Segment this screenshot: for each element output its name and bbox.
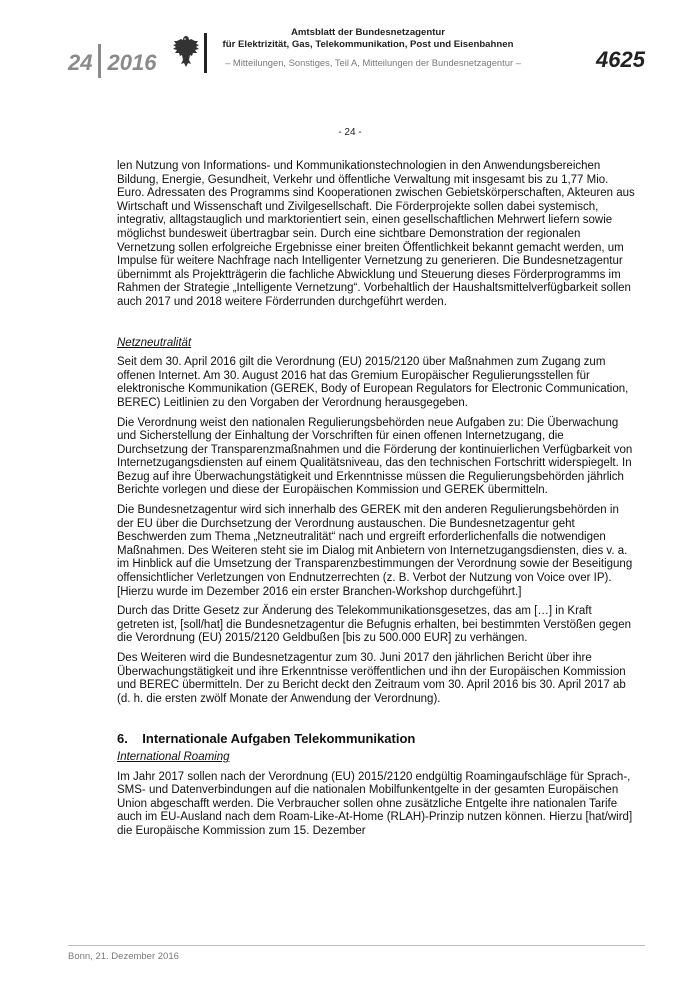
section-6-title: [117, 732, 637, 746]
issue-separator: [98, 44, 101, 78]
federal-eagle-icon: [171, 33, 201, 71]
gazette-title-line2: für Elektrizität, Gas, Telekommunikation, Post und Eisenbahnen: [222, 39, 514, 50]
roaming-paragraph: Im Jahr 2017 sollen nach der Verordnung (EU) 2015/2120 endgültig Roamingaufschläge für Sprach-, SMS- und Datenverbindungen auf die nationalen Mobilfunkentgelte in der gesamten Europäischen Union abgeschafft werden. Die Verbraucher sollen ohne zusätzliche Entgelte ihre nationalen Tarife auch im EU-Ausland nach dem Roam-Like-At-Home (RLAH)-Prinzip nutzen können. Hierzu [hat/wird] die Europäische Kommission zum 15. Dezember: [117, 770, 633, 837]
section-6-number: 6.: [117, 731, 128, 747]
gazette-page-number: 4625: [596, 47, 645, 72]
netz-paragraph-2: Die Verordnung weist den nationalen Regulierungsbehörden neue Aufgaben zu: Die Überwachung und Sicherstellung der Einhaltung der Vorschriften für einen offenen Internetzugang, die Durchsetzung der Transparenzmaßnahmen und die Förderung der kontinuierlichen Verfügbarkeit von Internetzugangsdiensten auf einem Qualitätsniveau, das den technischen Fortschritt widerspiegelt. In Bezug auf ihre Überwachungstätigkeit und Erkenntnisse müssen die Regulierungsbehörden jährlich Berichte vorlegen und diese der Europäischen Kommission und GEREK übermitteln.: [117, 416, 633, 497]
issue-year: 2016: [107, 50, 157, 75]
section-6-title-text: Internationale Aufgaben Telekommunikation: [142, 731, 416, 747]
gazette-subtitle: – Mitteilungen, Sonstiges, Teil A, Mitteilungen der Bundesnetzagentur –: [225, 57, 521, 68]
gazette-title: [218, 27, 518, 51]
netz-paragraph-4: Durch das Dritte Gesetz zur Änderung des Telekommunikationsgesetzes, das am […] in Kraft getreten ist, [soll/hat] die Bundesnetzagentur die Befugnis erhalten, bei bestimmten Verstößen gegen die Verordnung (EU) 2015/2120 Geldbußen [bis zu 500.000 EUR] zu verhängen.: [117, 605, 631, 645]
issue-label: 24: [68, 50, 93, 75]
issue-number: [68, 46, 156, 80]
gazette-title-line1: Amtsblatt der Bundesnetzagentur: [290, 27, 446, 38]
intro-paragraph: len Nutzung von Informations- und Kommunikationstechnologien in den Anwendungsbereichen Bildung, Energie, Gesundheit, Verkehr und öffentliche Verwaltung mit insgesamt bis zu 1,77 Mio. Euro. Adressaten des Programms sind Kooperationen zwischen Gebietskörperschaften, Akteuren aus Wirtschaft und Wissenschaft und Zivilgesellschaft. Die Förderprojekte sollen dabei systemisch, integrativ, alltagstauglich und marktorientiert sein, einen gesellschaftlichen Mehrwert liefern sowie möglichst bundesweit übertragbar sein. Durch eine sichtbare Demonstration der regionalen Vernetzung sollen erfolgreiche Ergebnisse einer breiten Öffentlichkeit bekannt gemacht werden, um Impulse für weitere Nachfrage nach Intelligenter Vernetzung zu generieren. Die Bundesnetzagentur übernimmt als Projektträgerin die fachliche Abwicklung und Steuerung dieses Förderprogramms im Rahmen der Strategie „Intelligente Vernetzung“. Vorbehaltlich der Haushaltsmittelverfügbarkeit sollen auch 2017 und 2018 weitere Förderrunden durchgeführt werden.: [117, 160, 635, 308]
heading-international-roaming: International Roaming: [117, 750, 230, 763]
page-marker: - 24 -: [338, 127, 362, 138]
header-divider-bar: [204, 33, 207, 73]
netz-paragraph-3: Die Bundesnetzagentur wird sich innerhalb des GEREK mit den anderen Regulierungsbehörden in der EU über die Durchsetzung der Verordnung austauschen. Die Bundesnetzagentur geht Beschwerden zum Thema „Netzneutralität“ nach und ergreift erforderlichenfalls die notwendigen Maßnahmen. Des Weiteren steht sie im Dialog mit Anbietern von Internetzugangsdiensten, dies v. a. im Hinblick auf die Umsetzung der Transparenzbestimmungen der Verordnung sowie der Beseitigung offensichtlicher Verletzungen von Endnutzerrechten (z. B. Verbot der Nutzung von Voice over IP). [Hierzu wurde im Dezember 2016 ein erster Branchen-Workshop durchgeführt.]: [117, 504, 633, 598]
netz-paragraph-5: Des Weiteren wird die Bundesnetzagentur zum 30. Juni 2017 den jährlichen Bericht über ihre Überwachungstätigkeit und ihre Erkenntnisse veröffentlichen und ihn der Europäischen Kommission und BEREC übermitteln. Der zu Bericht deckt den Zeitraum vom 30. April 2016 bis 30. April 2017 ab (d. h. die ersten zwölf Monate der Anwendung der Verordnung).: [117, 652, 626, 705]
heading-netzneutralitaet: Netzneutralität: [117, 336, 192, 349]
netz-paragraph-1: Seit dem 30. April 2016 gilt die Verordnung (EU) 2015/2120 über Maßnahmen zum Zugang zum offenen Internet. Am 30. August 2016 hat das Gremium Europäischer Regulierungsstellen für elektronische Kommunikation (GEREK, Body of European Regulators for Electronic Communication, BEREC) Leitlinien zu den Vorgaben der Verordnung herausgegeben.: [117, 356, 629, 409]
footer-date: Bonn, 21. Dezember 2016: [68, 951, 179, 962]
footer-divider: [68, 945, 645, 946]
document-body: [117, 160, 637, 839]
